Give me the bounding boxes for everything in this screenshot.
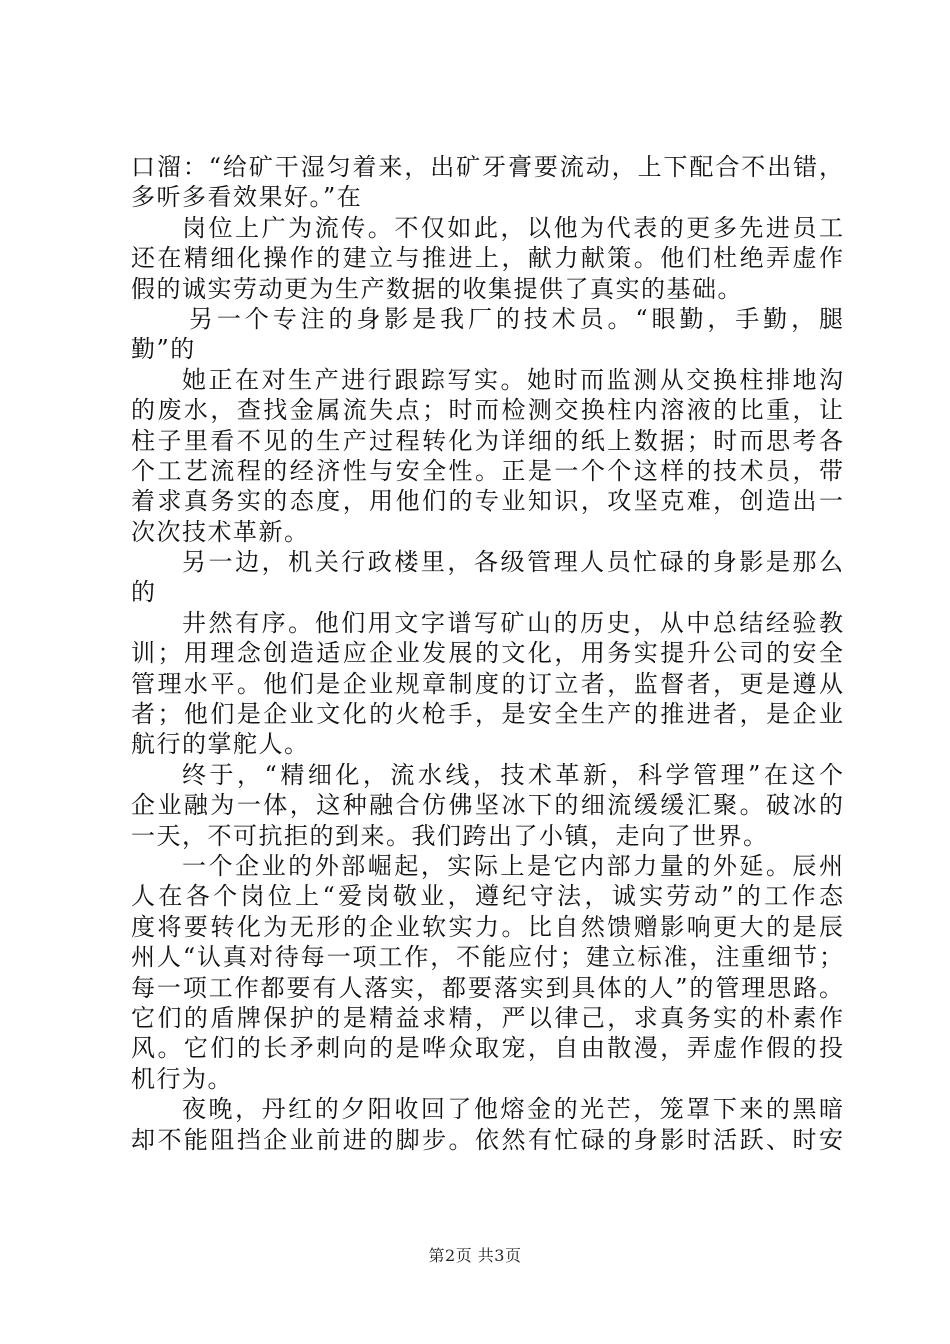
text-line: 一个企业的外部崛起，实际上是它内部力量的外延。辰州 xyxy=(182,851,843,880)
text-line: 柱子里看不见的生产过程转化为详细的纸上数据；时而思考各 xyxy=(131,426,843,455)
text-line: 的废水，查找金属流失点；时而检测交换柱内溶液的比重，让 xyxy=(131,396,843,425)
text-line: 假的诚实劳动更为生产数据的收集提供了真实的基础。 xyxy=(131,274,743,303)
text-line: 口溜：“给矿干湿匀着来，出矿牙膏要流动，上下配合不出错， xyxy=(131,153,843,181)
text-line: 的 xyxy=(131,578,157,607)
text-line: 还在精细化操作的建立与推进上，献力献策。他们杜绝弄虚作 xyxy=(131,244,843,273)
text-line: 次次技术革新。 xyxy=(131,517,310,546)
text-line: 它们的盾牌保护的是精益求精，严以律己，求真务实的朴素作 xyxy=(131,1003,843,1032)
text-line: 一天，不可抗拒的到来。我们跨出了小镇，走向了世界。 xyxy=(131,821,769,850)
document-body xyxy=(131,152,843,1155)
text-line: 井然有序。他们用文字谱写矿山的历史，从中总结经验教 xyxy=(182,608,843,637)
text-line: 终于，“精细化，流水线，技术革新，科学管理”在这个 xyxy=(182,760,843,789)
text-line: 航行的掌舵人。 xyxy=(131,730,310,759)
text-line: 多听多看效果好。”在 xyxy=(131,183,363,212)
text-line: 却不能阻挡企业前进的脚步。依然有忙碌的身影时活跃、时安 xyxy=(131,1125,843,1154)
text-line: 风。它们的长矛刺向的是哗众取宠，自由散漫，弄虚作假的投 xyxy=(131,1034,843,1063)
text-line: 州人“认真对待每一项工作，不能应付；建立标准，注重细节； xyxy=(131,943,843,972)
text-line: 勤”的 xyxy=(131,335,196,364)
text-line: 每一项工作都要有人落实，都要落实到具体的人”的管理思路。 xyxy=(131,973,843,1002)
text-line: 另一边，机关行政楼里，各级管理人员忙碌的身影是那么 xyxy=(182,548,843,577)
text-line: 个工艺流程的经济性与安全性。正是一个个这样的技术员，带 xyxy=(131,456,843,485)
text-line: 企业融为一体，这种融合仿佛坚冰下的细流缓缓汇聚。破冰的 xyxy=(131,791,843,820)
text-line: 训；用理念创造适应企业发展的文化，用务实提升公司的安全 xyxy=(131,639,843,668)
text-line: 岗位上广为流传。不仅如此，以他为代表的更多先进员工 xyxy=(182,213,843,242)
text-line: 管理水平。他们是企业规章制度的订立者，监督者，更是遵从 xyxy=(131,669,843,698)
text-line: 另一个专注的身影是我厂的技术员。“眼勤，手勤，腿 xyxy=(189,304,843,333)
text-line: 机行为。 xyxy=(131,1064,233,1093)
text-line: 着求真务实的态度，用他们的专业知识，攻坚克难，创造出一 xyxy=(131,487,843,516)
text-line: 者；他们是企业文化的火枪手，是安全生产的推进者，是企业 xyxy=(131,700,843,729)
text-line: 度将要转化为无形的企业软实力。比自然馈赠影响更大的是辰 xyxy=(131,912,843,941)
text-line: 人在各个岗位上“爱岗敬业，遵纪守法，诚实劳动”的工作态 xyxy=(131,882,843,911)
page-footer: 第2页 共3页 xyxy=(428,1246,522,1265)
text-line: 夜晚，丹红的夕阳收回了他熔金的光芒，笼罩下来的黑暗 xyxy=(182,1095,843,1124)
text-line: 她正在对生产进行跟踪写实。她时而监测从交换柱排地沟 xyxy=(182,365,843,394)
